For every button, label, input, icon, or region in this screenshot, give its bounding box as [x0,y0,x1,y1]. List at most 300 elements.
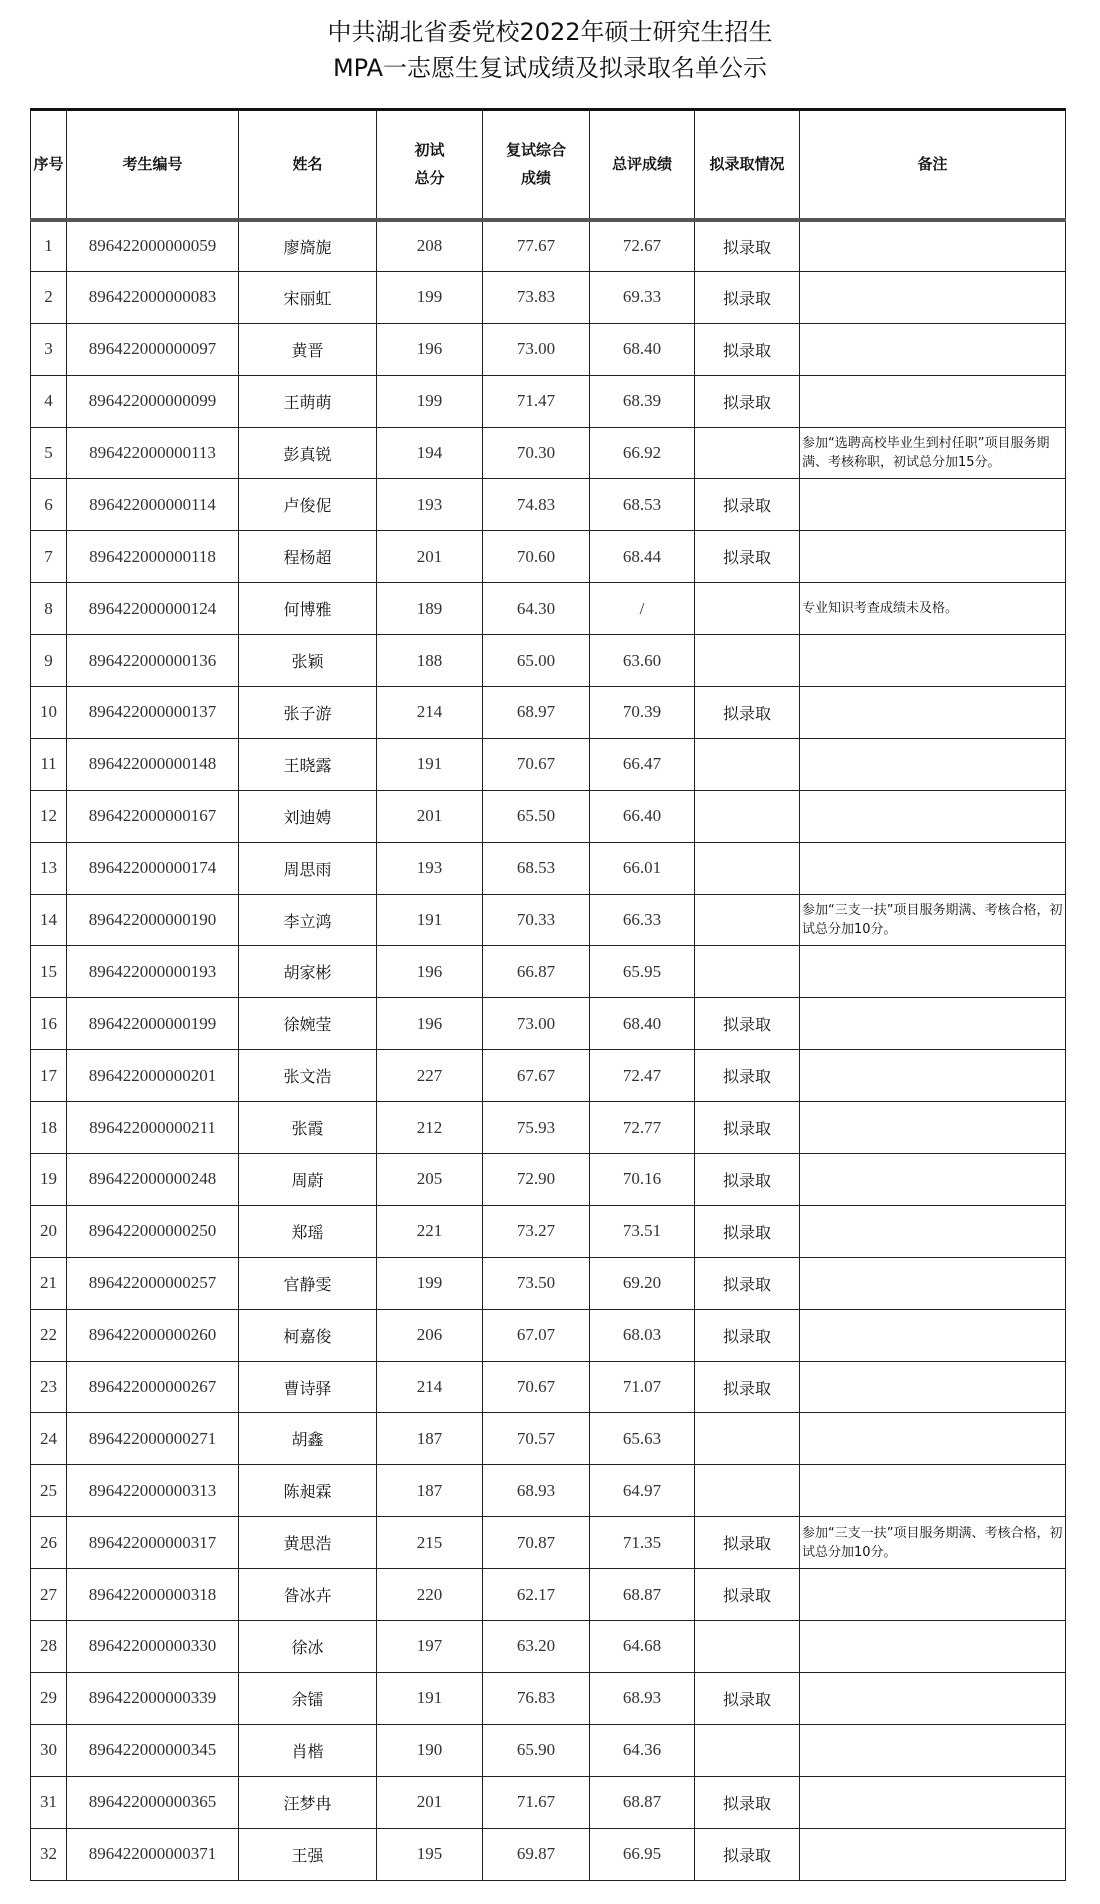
header-initial-score [377,110,483,220]
total-score-cell: 68.03 [590,1309,695,1361]
total-score-cell: 64.36 [590,1724,695,1776]
initial-score-cell: 201 [377,531,483,583]
initial-score-cell: 208 [377,220,483,272]
initial-score-cell: 221 [377,1205,483,1257]
initial-score-cell: 193 [377,479,483,531]
table-row [31,738,1066,790]
note-cell [800,220,1066,272]
total-score-cell: 68.44 [590,531,695,583]
seq-cell: 13 [31,842,67,894]
total-score-cell: 68.39 [590,375,695,427]
admission-status-cell [695,1465,800,1517]
initial-score-cell: 212 [377,1102,483,1154]
total-score-cell: 68.40 [590,998,695,1050]
name-cell: 胡鑫 [239,1413,377,1465]
table-row [31,1154,1066,1206]
page-title-line-1: 中共湖北省委党校2022年硕士研究生招生 [327,18,773,46]
seq-cell: 28 [31,1621,67,1673]
initial-score-cell: 227 [377,1050,483,1102]
total-score-cell: 65.95 [590,946,695,998]
name-cell: 彭真锐 [239,427,377,479]
table-row [31,1776,1066,1828]
retest-score-cell: 71.47 [483,375,590,427]
candidate-id-cell: 896422000000318 [67,1569,239,1621]
admission-status-cell [695,1413,800,1465]
candidate-id-cell: 896422000000097 [67,323,239,375]
total-score-cell: 68.93 [590,1672,695,1724]
note-cell [800,1776,1066,1828]
total-score-cell: 66.01 [590,842,695,894]
name-cell: 王晓露 [239,738,377,790]
candidate-id-cell: 896422000000267 [67,1361,239,1413]
name-cell: 官静雯 [239,1257,377,1309]
table-row [31,1517,1066,1569]
admission-status-cell [695,790,800,842]
retest-score-cell: 70.67 [483,1361,590,1413]
retest-score-cell: 71.67 [483,1776,590,1828]
name-cell: 廖旖旎 [239,220,377,272]
table-row [31,1205,1066,1257]
header-total-score: 总评成绩 [590,110,695,220]
note-cell: 参加“选聘高校毕业生到村任职”项目服务期满、考核称职，初试总分加15分。 [800,427,1066,479]
total-score-cell: 68.87 [590,1569,695,1621]
initial-score-cell: 196 [377,998,483,1050]
initial-score-cell: 190 [377,1724,483,1776]
initial-score-cell: 214 [377,687,483,739]
total-score-cell: 68.53 [590,479,695,531]
candidate-id-cell: 896422000000365 [67,1776,239,1828]
seq-cell: 22 [31,1309,67,1361]
table-header-row [31,110,1066,220]
note-cell [800,1724,1066,1776]
note-cell [800,842,1066,894]
note-cell [800,531,1066,583]
admission-status-cell: 拟录取 [695,479,800,531]
candidate-id-cell: 896422000000271 [67,1413,239,1465]
seq-cell: 8 [31,583,67,635]
seq-cell: 29 [31,1672,67,1724]
note-cell [800,375,1066,427]
initial-score-cell: 215 [377,1517,483,1569]
note-cell: 专业知识考查成绩未及格。 [800,583,1066,635]
results-table [30,108,1066,1881]
total-score-cell: 64.97 [590,1465,695,1517]
admission-status-cell: 拟录取 [695,1828,800,1880]
candidate-id-cell: 896422000000371 [67,1828,239,1880]
total-score-cell: 66.33 [590,894,695,946]
header-candidate-id: 考生编号 [67,110,239,220]
candidate-id-cell: 896422000000137 [67,687,239,739]
table-row [31,1724,1066,1776]
table-row [31,946,1066,998]
note-cell [800,1205,1066,1257]
candidate-id-cell: 896422000000059 [67,220,239,272]
total-score-cell: / [590,583,695,635]
initial-score-cell: 199 [377,1257,483,1309]
seq-cell: 10 [31,687,67,739]
initial-score-cell: 214 [377,1361,483,1413]
retest-score-cell: 70.67 [483,738,590,790]
name-cell: 肖楷 [239,1724,377,1776]
candidate-id-cell: 896422000000199 [67,998,239,1050]
total-score-cell: 69.33 [590,271,695,323]
seq-cell: 9 [31,635,67,687]
table-row [31,635,1066,687]
seq-cell: 18 [31,1102,67,1154]
retest-score-cell: 62.17 [483,1569,590,1621]
admission-status-cell: 拟录取 [695,1569,800,1621]
name-cell: 王萌萌 [239,375,377,427]
seq-cell: 1 [31,220,67,272]
name-cell: 程杨超 [239,531,377,583]
table-row [31,375,1066,427]
initial-score-cell: 201 [377,1776,483,1828]
header-initial-line1: 初试 [414,141,445,160]
seq-cell: 14 [31,894,67,946]
header-seq: 序号 [31,110,67,220]
header-initial-line2: 总分 [414,169,445,188]
candidate-id-cell: 896422000000250 [67,1205,239,1257]
seq-cell: 15 [31,946,67,998]
note-cell [800,1361,1066,1413]
total-score-cell: 68.87 [590,1776,695,1828]
retest-score-cell: 66.87 [483,946,590,998]
total-score-cell: 65.63 [590,1413,695,1465]
table-row [31,323,1066,375]
candidate-id-cell: 896422000000248 [67,1154,239,1206]
seq-cell: 11 [31,738,67,790]
retest-score-cell: 73.50 [483,1257,590,1309]
retest-score-cell: 75.93 [483,1102,590,1154]
name-cell: 张文浩 [239,1050,377,1102]
name-cell: 胡家彬 [239,946,377,998]
name-cell: 柯嘉俊 [239,1309,377,1361]
note-cell: 参加“三支一扶”项目服务期满、考核合格，初试总分加10分。 [800,894,1066,946]
retest-score-cell: 74.83 [483,479,590,531]
note-cell [800,1102,1066,1154]
table-row [31,1569,1066,1621]
table-row [31,271,1066,323]
candidate-id-cell: 896422000000099 [67,375,239,427]
seq-cell: 26 [31,1517,67,1569]
seq-cell: 24 [31,1413,67,1465]
table-row [31,1102,1066,1154]
total-score-cell: 66.95 [590,1828,695,1880]
retest-score-cell: 77.67 [483,220,590,272]
note-cell [800,479,1066,531]
header-retest-line1: 复试综合 [505,141,566,160]
admission-status-cell: 拟录取 [695,1672,800,1724]
total-score-cell: 72.67 [590,220,695,272]
initial-score-cell: 194 [377,427,483,479]
name-cell: 汪梦冉 [239,1776,377,1828]
seq-cell: 4 [31,375,67,427]
total-score-cell: 72.77 [590,1102,695,1154]
note-cell [800,687,1066,739]
admission-status-cell [695,583,800,635]
note-cell: 参加“三支一扶”项目服务期满、考核合格，初试总分加10分。 [800,1517,1066,1569]
initial-score-cell: 205 [377,1154,483,1206]
seq-cell: 21 [31,1257,67,1309]
retest-score-cell: 68.97 [483,687,590,739]
candidate-id-cell: 896422000000339 [67,1672,239,1724]
table-row [31,427,1066,479]
admission-status-cell [695,946,800,998]
name-cell: 张颖 [239,635,377,687]
table-row [31,842,1066,894]
admission-status-cell [695,894,800,946]
seq-cell: 6 [31,479,67,531]
note-cell [800,998,1066,1050]
retest-score-cell: 65.90 [483,1724,590,1776]
total-score-cell: 66.92 [590,427,695,479]
admission-status-cell: 拟录取 [695,531,800,583]
table-row [31,1465,1066,1517]
admission-status-cell: 拟录取 [695,998,800,1050]
admission-status-cell: 拟录取 [695,1517,800,1569]
retest-score-cell: 70.87 [483,1517,590,1569]
candidate-id-cell: 896422000000148 [67,738,239,790]
name-cell: 郑瑶 [239,1205,377,1257]
candidate-id-cell: 896422000000190 [67,894,239,946]
note-cell [800,1569,1066,1621]
total-score-cell: 73.51 [590,1205,695,1257]
name-cell: 张子游 [239,687,377,739]
admission-status-cell [695,635,800,687]
table-row [31,1309,1066,1361]
seq-cell: 16 [31,998,67,1050]
admission-status-cell [695,738,800,790]
table-row [31,1828,1066,1880]
seq-cell: 12 [31,790,67,842]
table-row [31,220,1066,272]
table-row [31,687,1066,739]
retest-score-cell: 73.27 [483,1205,590,1257]
admission-status-cell [695,1724,800,1776]
name-cell: 陈昶霖 [239,1465,377,1517]
retest-score-cell: 70.60 [483,531,590,583]
name-cell: 徐冰 [239,1621,377,1673]
candidate-id-cell: 896422000000260 [67,1309,239,1361]
seq-cell: 32 [31,1828,67,1880]
name-cell: 李立鸿 [239,894,377,946]
seq-cell: 27 [31,1569,67,1621]
seq-cell: 31 [31,1776,67,1828]
candidate-id-cell: 896422000000193 [67,946,239,998]
name-cell: 黄思浩 [239,1517,377,1569]
table-row [31,894,1066,946]
retest-score-cell: 69.87 [483,1828,590,1880]
candidate-id-cell: 896422000000201 [67,1050,239,1102]
table-row [31,583,1066,635]
table-row [31,1413,1066,1465]
initial-score-cell: 220 [377,1569,483,1621]
initial-score-cell: 191 [377,894,483,946]
candidate-id-cell: 896422000000313 [67,1465,239,1517]
candidate-id-cell: 896422000000124 [67,583,239,635]
candidate-id-cell: 896422000000113 [67,427,239,479]
table-row [31,479,1066,531]
header-retest-line2: 成绩 [520,169,551,188]
retest-score-cell: 72.90 [483,1154,590,1206]
admission-status-cell: 拟录取 [695,1205,800,1257]
candidate-id-cell: 896422000000211 [67,1102,239,1154]
admission-status-cell [695,1621,800,1673]
total-score-cell: 69.20 [590,1257,695,1309]
note-cell [800,1309,1066,1361]
candidate-id-cell: 896422000000257 [67,1257,239,1309]
note-cell [800,323,1066,375]
retest-score-cell: 73.00 [483,998,590,1050]
note-cell [800,946,1066,998]
table-row [31,1672,1066,1724]
note-cell [800,738,1066,790]
initial-score-cell: 187 [377,1465,483,1517]
total-score-cell: 66.40 [590,790,695,842]
table-row [31,1621,1066,1673]
candidate-id-cell: 896422000000317 [67,1517,239,1569]
initial-score-cell: 199 [377,375,483,427]
table-row [31,531,1066,583]
candidate-id-cell: 896422000000330 [67,1621,239,1673]
table-row [31,998,1066,1050]
name-cell: 宋丽虹 [239,271,377,323]
initial-score-cell: 189 [377,583,483,635]
retest-score-cell: 65.50 [483,790,590,842]
header-admission-status: 拟录取情况 [695,110,800,220]
retest-score-cell: 76.83 [483,1672,590,1724]
name-cell: 张霞 [239,1102,377,1154]
retest-score-cell: 70.57 [483,1413,590,1465]
retest-score-cell: 65.00 [483,635,590,687]
candidate-id-cell: 896422000000345 [67,1724,239,1776]
table-row [31,790,1066,842]
note-cell [800,1154,1066,1206]
seq-cell: 25 [31,1465,67,1517]
retest-score-cell: 68.93 [483,1465,590,1517]
retest-score-cell: 68.53 [483,842,590,894]
admission-status-cell: 拟录取 [695,1154,800,1206]
initial-score-cell: 197 [377,1621,483,1673]
admission-status-cell: 拟录取 [695,1050,800,1102]
name-cell: 刘迪娉 [239,790,377,842]
note-cell [800,1621,1066,1673]
admission-status-cell: 拟录取 [695,1776,800,1828]
total-score-cell: 70.39 [590,687,695,739]
total-score-cell: 66.47 [590,738,695,790]
name-cell: 王强 [239,1828,377,1880]
admission-status-cell [695,842,800,894]
table-row [31,1361,1066,1413]
retest-score-cell: 73.83 [483,271,590,323]
admission-status-cell: 拟录取 [695,375,800,427]
initial-score-cell: 196 [377,323,483,375]
retest-score-cell: 70.30 [483,427,590,479]
note-cell [800,1672,1066,1724]
note-cell [800,1050,1066,1102]
admission-status-cell: 拟录取 [695,1257,800,1309]
candidate-id-cell: 896422000000118 [67,531,239,583]
total-score-cell: 64.68 [590,1621,695,1673]
header-note: 备注 [800,110,1066,220]
page-title-line-2: MPA一志愿生复试成绩及拟录取名单公示 [332,54,768,82]
initial-score-cell: 191 [377,738,483,790]
total-score-cell: 70.16 [590,1154,695,1206]
initial-score-cell: 193 [377,842,483,894]
table-row [31,1257,1066,1309]
seq-cell: 3 [31,323,67,375]
total-score-cell: 71.35 [590,1517,695,1569]
seq-cell: 5 [31,427,67,479]
seq-cell: 17 [31,1050,67,1102]
name-cell: 徐婉莹 [239,998,377,1050]
name-cell: 何博雅 [239,583,377,635]
retest-score-cell: 64.30 [483,583,590,635]
note-cell [800,635,1066,687]
total-score-cell: 68.40 [590,323,695,375]
retest-score-cell: 67.67 [483,1050,590,1102]
seq-cell: 7 [31,531,67,583]
admission-status-cell: 拟录取 [695,323,800,375]
seq-cell: 19 [31,1154,67,1206]
candidate-id-cell: 896422000000174 [67,842,239,894]
admission-status-cell: 拟录取 [695,271,800,323]
candidate-id-cell: 896422000000167 [67,790,239,842]
name-cell: 周思雨 [239,842,377,894]
initial-score-cell: 199 [377,271,483,323]
initial-score-cell: 191 [377,1672,483,1724]
candidate-id-cell: 896422000000083 [67,271,239,323]
retest-score-cell: 67.07 [483,1309,590,1361]
total-score-cell: 72.47 [590,1050,695,1102]
seq-cell: 2 [31,271,67,323]
table-row [31,1050,1066,1102]
seq-cell: 23 [31,1361,67,1413]
total-score-cell: 63.60 [590,635,695,687]
initial-score-cell: 206 [377,1309,483,1361]
header-name: 姓名 [239,110,377,220]
note-cell [800,1465,1066,1517]
retest-score-cell: 73.00 [483,323,590,375]
seq-cell: 20 [31,1205,67,1257]
name-cell: 周蔚 [239,1154,377,1206]
note-cell [800,1257,1066,1309]
initial-score-cell: 196 [377,946,483,998]
admission-status-cell: 拟录取 [695,1309,800,1361]
note-cell [800,271,1066,323]
note-cell [800,1828,1066,1880]
retest-score-cell: 70.33 [483,894,590,946]
name-cell: 余镭 [239,1672,377,1724]
note-cell [800,1413,1066,1465]
candidate-id-cell: 896422000000136 [67,635,239,687]
retest-score-cell: 63.20 [483,1621,590,1673]
name-cell: 黄晋 [239,323,377,375]
name-cell: 昝冰卉 [239,1569,377,1621]
seq-cell: 30 [31,1724,67,1776]
admission-status-cell: 拟录取 [695,220,800,272]
admission-status-cell [695,427,800,479]
initial-score-cell: 195 [377,1828,483,1880]
admission-status-cell: 拟录取 [695,1361,800,1413]
initial-score-cell: 188 [377,635,483,687]
initial-score-cell: 201 [377,790,483,842]
total-score-cell: 71.07 [590,1361,695,1413]
candidate-id-cell: 896422000000114 [67,479,239,531]
name-cell: 曹诗驿 [239,1361,377,1413]
table-body [31,220,1066,1881]
name-cell: 卢俊伲 [239,479,377,531]
